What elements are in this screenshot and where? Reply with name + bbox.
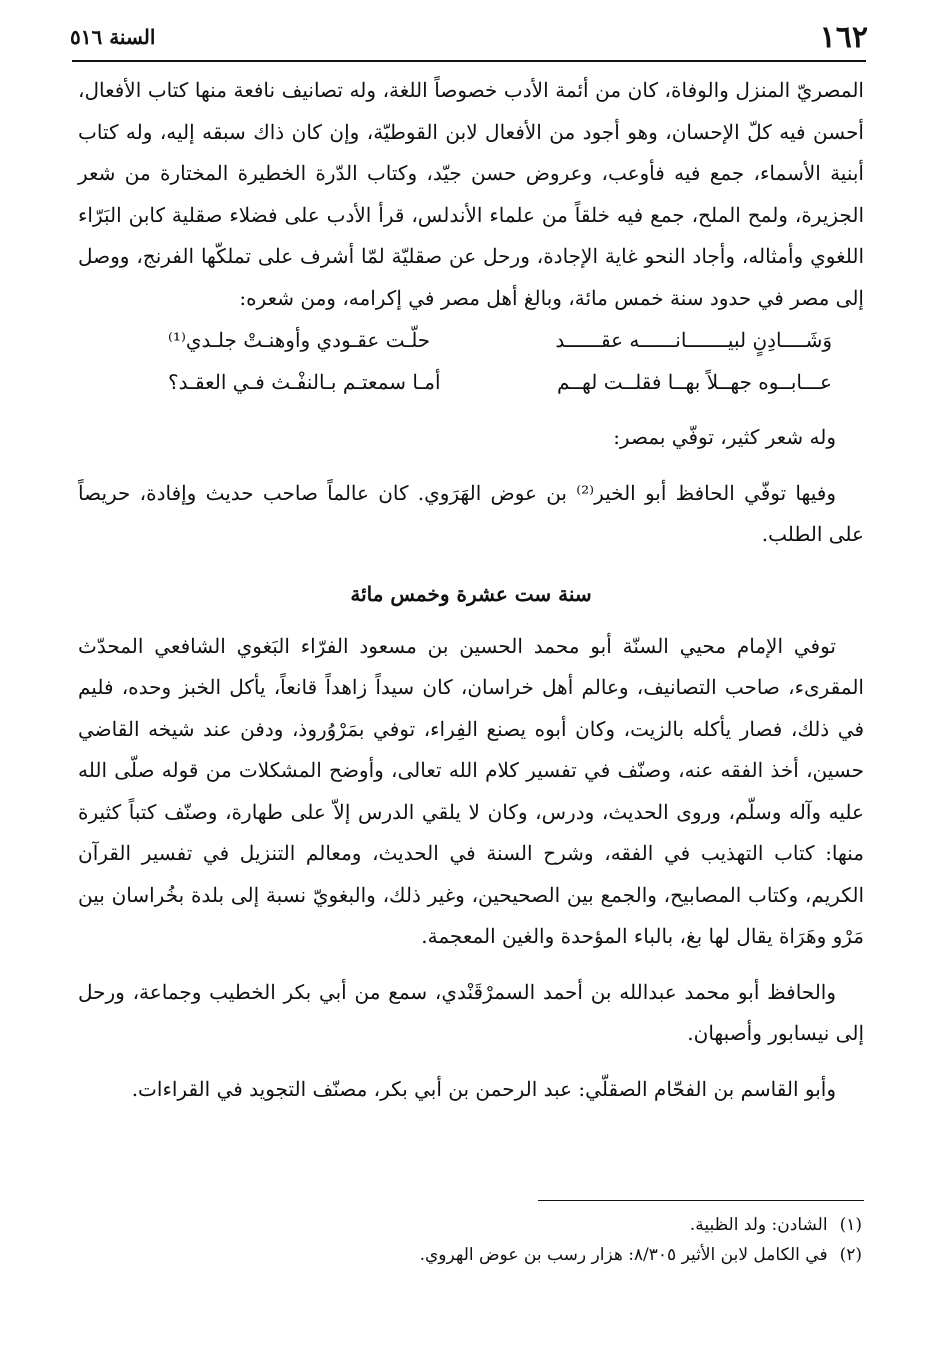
footnote-rule <box>538 1200 864 1201</box>
footnote-text: الشادن: ولد الظبية. <box>689 1215 828 1235</box>
footnote-text: في الكامل لابن الأثير ٨/٣٠٥: هزار رسب بن عوض الهروي. <box>419 1245 828 1265</box>
paragraph: والحافظ أبو محمد عبدالله بن أحمد السمرْقَنْدي، سمع من أبي بكر الخطيب وجماعة، ورحل إلى نيسابور وأصبهان. <box>78 979 864 1045</box>
footnotes <box>76 1210 862 1270</box>
paragraph: المصريّ المنزل والوفاة، كان من أئمة الأدب خصوصاً اللغة، وله تصانيف نافعة منها كتاب الأفعال، أحسن فيه كلّ الإحسان، وهو أجود من الأفعال لابن القوطيّة، وإن كان ذاك سبقه إليه، وله كتاب أبنية الأسماء، جمع فيه فأوعب، وعروض حسن جيّد، وكتاب الدّرة الخطيرة المختارة من شعر الجزيرة، ولمح الملح، جمع فيه خلقاً من علماء الأندلس، قرأ الأدب على فضلاء صقلية كابن البَرّاء اللغوي وأمثاله، وأجاد النحو غاية الإجادة، ورحل عن صقليّة لمّا أشرف على تملكّها الفرنج، ووصل إلى مصر في حدود سنة خمس مائة، وبالغ أهل مصر في إكرامه، ومن شعره: <box>78 78 864 310</box>
poem <box>78 319 864 403</box>
header-rule <box>72 60 866 62</box>
main-text <box>78 70 864 1110</box>
paragraph: توفي الإمام محيي السنّة أبو محمد الحسين بن مسعود الفرّاء البَغوي الشافعي المحدّث المقرىء، صاحب التصانيف، وعالم أهل خراسان، كان سيداً زاهداً قانعاً، يأكل الخبز وحده، فليم في ذلك، فصار يأكله بالزيت، وكان أبوه يصنع الفِراء، توفي بمَرْوُروذ، ودفن عند شيخه القاضي حسين، أخذ الفقه عنه، وصنّف في تفسير كلام الله تعالى، وأوضح المشكلات من قوله صلّى الله عليه وآله وسلّم، وروى الحديث، ودرس، وكان لا يلقي الدرس إلاّ على طهارة، وصنّف كتباً كثيرة منها: كتاب التهذيب في الفقه، وشرح السنة في الحديث، ومعالم التنزيل في تفسير القرآن الكريم، وكتاب المصابيح، والجمع بين الصحيحين، وغير ذلك، والبغويّ نسبة إلى بلدة بخُراسان بين مَرْو وهَرَاة يقال لها بغ، بالباء المؤحدة والغين المعجمة. <box>78 633 864 948</box>
page-number: ١٦٢ <box>819 19 868 55</box>
running-head: السنة ٥١٦ <box>70 25 156 49</box>
footnote-number: (٢) <box>839 1245 862 1265</box>
paragraph: وأبو القاسم بن الفحّام الصقلّي: عبد الرحمن بن أبي بكر، مصنّف التجويد في القراءات. <box>131 1076 836 1101</box>
verse-second-hemistich: أمـا سمعتـم بـالنفْـث فـي العقـد؟ <box>168 370 441 394</box>
verse-line <box>78 361 864 403</box>
page-header <box>70 14 868 60</box>
verse-line <box>78 319 864 361</box>
verse-second-hemistich: حلّـت عقـودي وأوهنـتْ جلـدي⁽¹⁾ <box>168 328 431 352</box>
paragraph: وله شعر كثير، توفّي بمصر: <box>613 425 836 449</box>
footnote <box>76 1210 862 1240</box>
paragraph: وفيها توفّي الحافظ أبو الخير⁽²⁾ بن عوض الهَرَوي. كان عالماً صاحب حديث وإفادة، حريصاً على الطلب. <box>78 480 864 546</box>
verse-first-hemistich: وَشَــــادِنٍ لبيـــــــانــــــه عقــــــد <box>555 328 832 352</box>
section-title: سنة ست عشرة وخمس مائة <box>350 581 592 606</box>
footnote <box>76 1240 862 1270</box>
verse-first-hemistich: عـــابــوه جهــلاً بهــا فقلــت لهــم <box>557 370 832 394</box>
footnote-number: (١) <box>839 1215 862 1235</box>
